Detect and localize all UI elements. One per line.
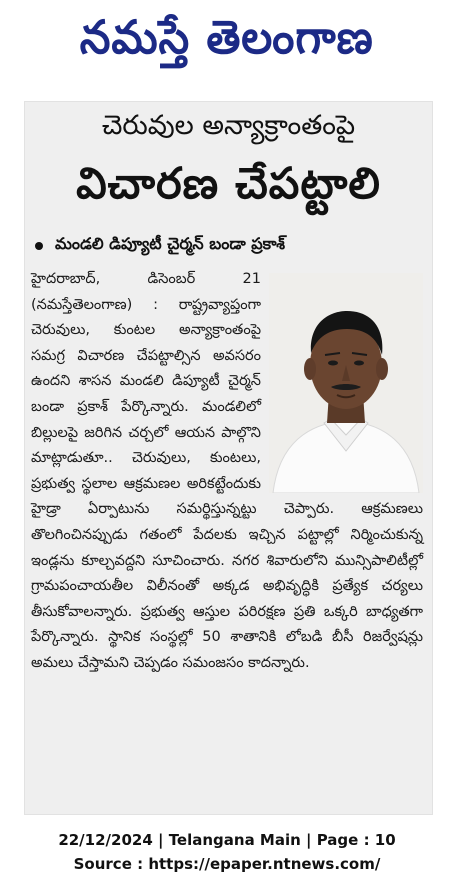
source-link[interactable]: Source : https://epaper.ntnews.com/ <box>73 855 381 873</box>
newspaper-logo: నమస్తే తెలంగాణ <box>80 10 374 64</box>
publication-info: 22/12/2024 | Telangana Main | Page : 10 <box>58 831 396 849</box>
subheading <box>35 234 425 257</box>
article-body <box>31 267 423 677</box>
source-footer <box>0 828 454 876</box>
dateline: హైదరాబాద్, డిసెంబర్ 21 (నమస్తేతెలంగాణ) : <box>31 271 261 313</box>
bullet-icon <box>35 242 43 250</box>
masthead <box>0 0 454 86</box>
headline-kicker: చెరువుల అన్యాక్రాంతంపై <box>101 110 356 141</box>
news-clipping <box>24 101 433 815</box>
headline-main: విచారణ చేపట్టాలి <box>76 159 381 209</box>
portrait-photo <box>269 273 423 493</box>
portrait-illustration <box>269 273 423 493</box>
subheading-text: మండలి డిప్యూటీ చైర్మన్ బండా ప్రకాశ్ <box>55 234 286 253</box>
article-text: రాష్ట్రవ్యాప్తంగా చెరువులు, కుంటల అన్యాక్రాంతంపై సమగ్ర విచారణ చేపట్టాల్సిన అవసరం ఉందని శాసన మండలి డిప్యూటీ చైర్మన్ బండా ప్రకాశ్ పేర్కొన్నారు. మండలిలో బిల్లులపై జరిగిన చర్చలో ఆయన పాల్గొని మాట్లాడుతూ.. చెరువులు, కుంటలు, ప్రభుత్వ స్థలాల ఆక్రమణల అరికట్టేందుకు హైడ్రా ఏర్పాటును సమర్థిస్తున్నట్టు చెప్పారు. ఆక్రమణలు తొలగించినప్పుడు గతంలో పేదలకు ఇచ్చిన పట్టాల్లో నిర్మించుకున్న ఇండ్లను కూల్చవద్దని సూచించారు. నగర శివారులోని మున్సిపాలిటీల్లో గ్రామపంచాయతీల విలీనంతో అక్కడ అభివృద్ధికి ప్రత్యేక చర్యలు తీసుకోవాలన్నారు. ప్రభుత్వ ఆస్తుల పరిరక్షణ ప్రతి ఒక్కరి బాధ్యతగా పేర్కొన్నారు. స్థానిక సంస్థల్లో 50 శాతానికి లోబడి బీసీ రిజర్వేషన్లు అమలు చేస్తామని చెప్పడం సమంజసం కాదన్నారు. <box>31 296 423 671</box>
